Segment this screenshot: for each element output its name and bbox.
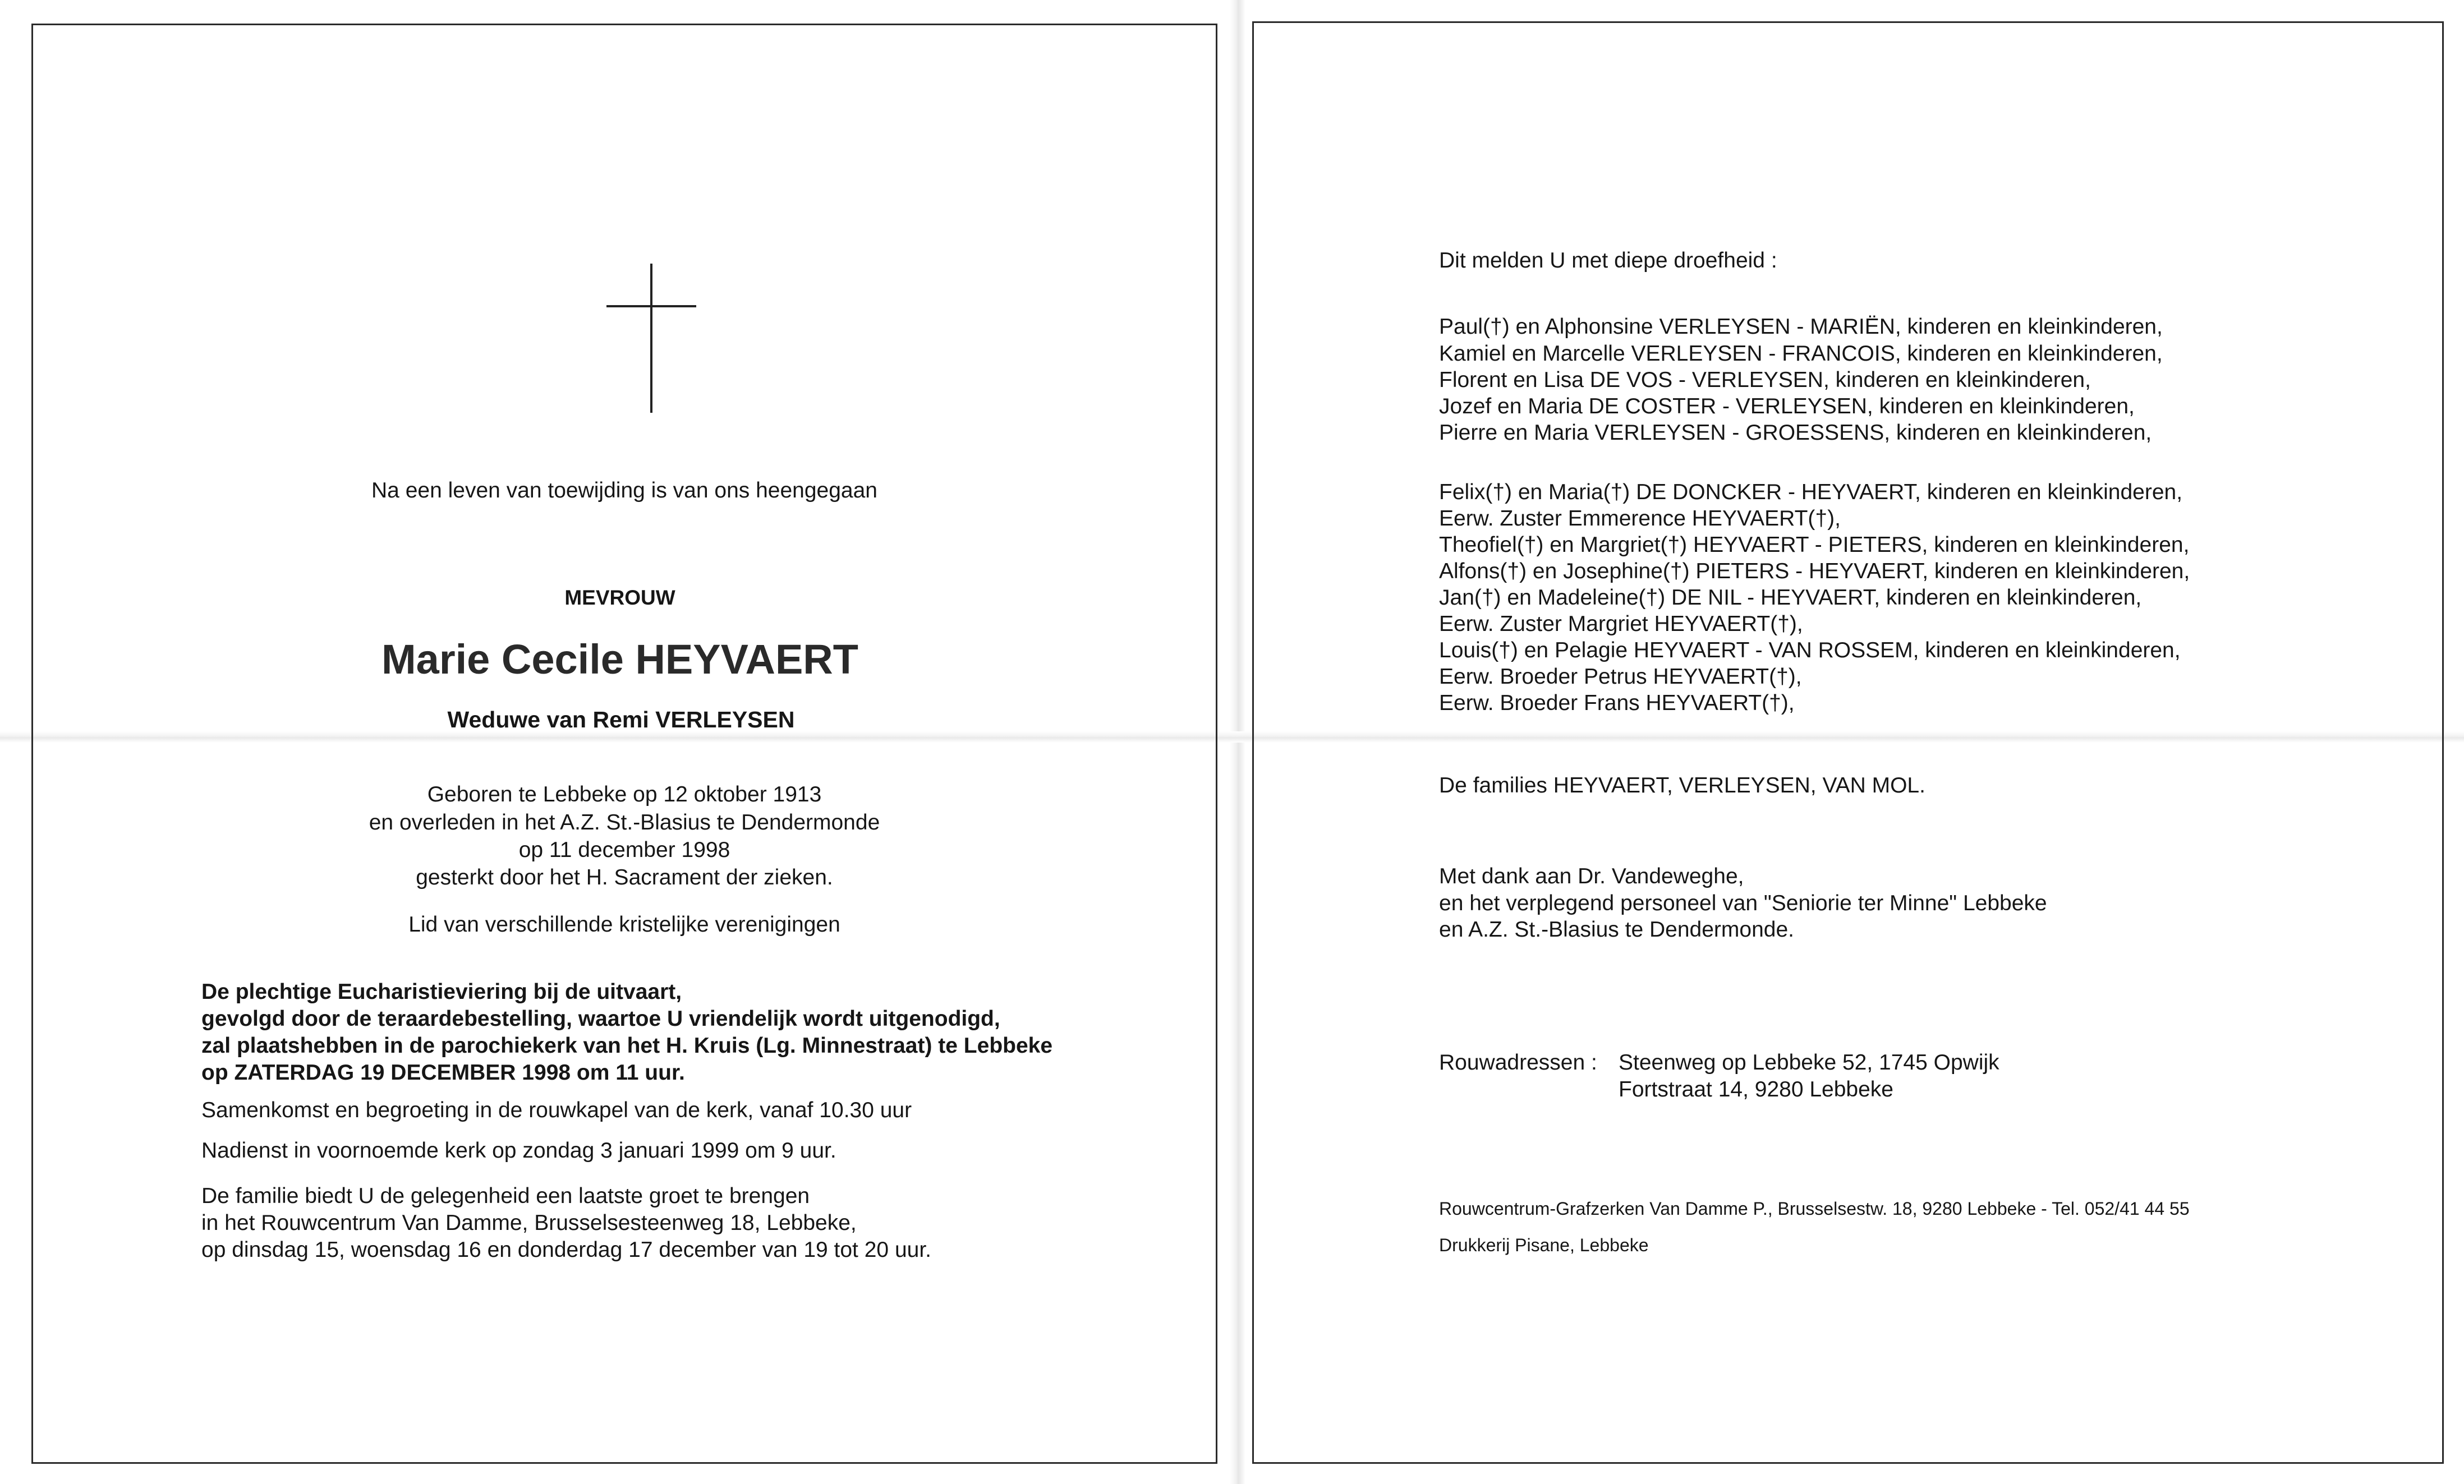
sacrament-line: gesterkt door het H. Sacrament der zieken. [416, 865, 833, 890]
sibling-line: Eerw. Broeder Petrus HEYVAERT(†), [1439, 665, 1802, 689]
printer-line: Drukkerij Pisane, Lebbeke [1439, 1235, 1649, 1255]
sibling-line: Theofiel(†) en Margriet(†) HEYVAERT - PIETERS, kinderen en kleinkinderen, [1439, 533, 2190, 557]
sibling-line: Louis(†) en Pelagie HEYVAERT - VAN ROSSEM, kinderen en kleinkinderen, [1439, 638, 2181, 662]
sibling-line: Alfons(†) en Josephine(†) PIETERS - HEYVAERT, kinderen en kleinkinderen, [1439, 559, 2190, 583]
birth-line: Geboren te Lebbeke op 12 oktober 1913 [427, 782, 822, 806]
right-page [1252, 21, 2444, 1464]
intro-line: Na een leven van toewijding is van ons heengegaan [371, 478, 877, 503]
sibling-line: Eerw. Broeder Frans HEYVAERT(†), [1439, 691, 1795, 715]
mass-line: De plechtige Eucharistieviering bij de uitvaart, [201, 980, 682, 1004]
mass-line: gevolgd door de teraardebestelling, waartoe U vriendelijk wordt uitgenodigd, [201, 1007, 1000, 1031]
address-line: Steenweg op Lebbeke 52, 1745 Opwijk [1619, 1050, 1999, 1075]
children-line: Paul(†) en Alphonsine VERLEYSEN - MARIËN, kinderen en kleinkinderen, [1439, 315, 2163, 339]
children-line: Jozef en Maria DE COSTER - VERLEYSEN, kinderen en kleinkinderen, [1439, 394, 2135, 418]
sibling-line: Jan(†) en Madeleine(†) DE NIL - HEYVAERT, kinderen en kleinkinderen, [1439, 586, 2142, 610]
left-page [31, 24, 1217, 1464]
thanks-line: en het verplegend personeel van "Seniorie ter Minne" Lebbeke [1439, 891, 2047, 915]
sibling-line: Eerw. Zuster Margriet HEYVAERT(†), [1439, 612, 1803, 636]
member-line: Lid van verschillende kristelijke verenigingen [408, 912, 840, 937]
visit-line: De familie biedt U de gelegenheid een laatste groet te brengen [201, 1184, 810, 1208]
title-mevrouw: MEVROUW [564, 586, 675, 609]
thanks-line: Met dank aan Dr. Vandeweghe, [1439, 864, 1744, 888]
children-line: Pierre en Maria VERLEYSEN - GROESSENS, kinderen en kleinkinderen, [1439, 421, 2152, 445]
gathering-line: Samenkomst en begroeting in de rouwkapel van de kerk, vanaf 10.30 uur [201, 1098, 912, 1122]
visit-line: op dinsdag 15, woensdag 16 en donderdag 17 december van 19 tot 20 uur. [201, 1238, 931, 1262]
funeral-home-line: Rouwcentrum-Grafzerken Van Damme P., Brusselsestw. 18, 9280 Lebbeke - Tel. 052/41 44 55 [1439, 1199, 2190, 1219]
thanks-line: en A.Z. St.-Blasius te Dendermonde. [1439, 918, 1794, 942]
cross-icon-bar [606, 305, 696, 307]
widow-of: Weduwe van Remi VERLEYSEN [447, 707, 795, 732]
death-date: op 11 december 1998 [518, 838, 730, 862]
mass-line: zal plaatshebben in de parochiekerk van het H. Kruis (Lg. Minnestraat) te Lebbeke [201, 1034, 1053, 1058]
sibling-line: Felix(†) en Maria(†) DE DONCKER - HEYVAERT, kinderen en kleinkinderen, [1439, 480, 2183, 504]
children-line: Florent en Lisa DE VOS - VERLEYSEN, kinderen en kleinkinderen, [1439, 368, 2091, 392]
deceased-name: Marie Cecile HEYVAERT [381, 636, 858, 683]
families-line: De families HEYVAERT, VERLEYSEN, VAN MOL. [1439, 773, 1925, 798]
mass-date-line: op ZATERDAG 19 DECEMBER 1998 om 11 uur. [201, 1061, 685, 1085]
after-service-line: Nadienst in voornoemde kerk op zondag 3 januari 1999 om 9 uur. [201, 1139, 836, 1163]
visit-line: in het Rouwcentrum Van Damme, Brusselsesteenweg 18, Lebbeke, [201, 1211, 857, 1235]
children-line: Kamiel en Marcelle VERLEYSEN - FRANCOIS, kinderen en kleinkinderen, [1439, 342, 2163, 366]
sibling-line: Eerw. Zuster Emmerence HEYVAERT(†), [1439, 506, 1841, 531]
death-line: en overleden in het A.Z. St.-Blasius te Dendermonde [369, 810, 880, 835]
address-label: Rouwadressen : [1439, 1050, 1597, 1075]
address-line: Fortstraat 14, 9280 Lebbeke [1619, 1077, 1893, 1102]
cross-icon [650, 264, 652, 413]
announce-line: Dit melden U met diepe droefheid : [1439, 248, 1777, 273]
